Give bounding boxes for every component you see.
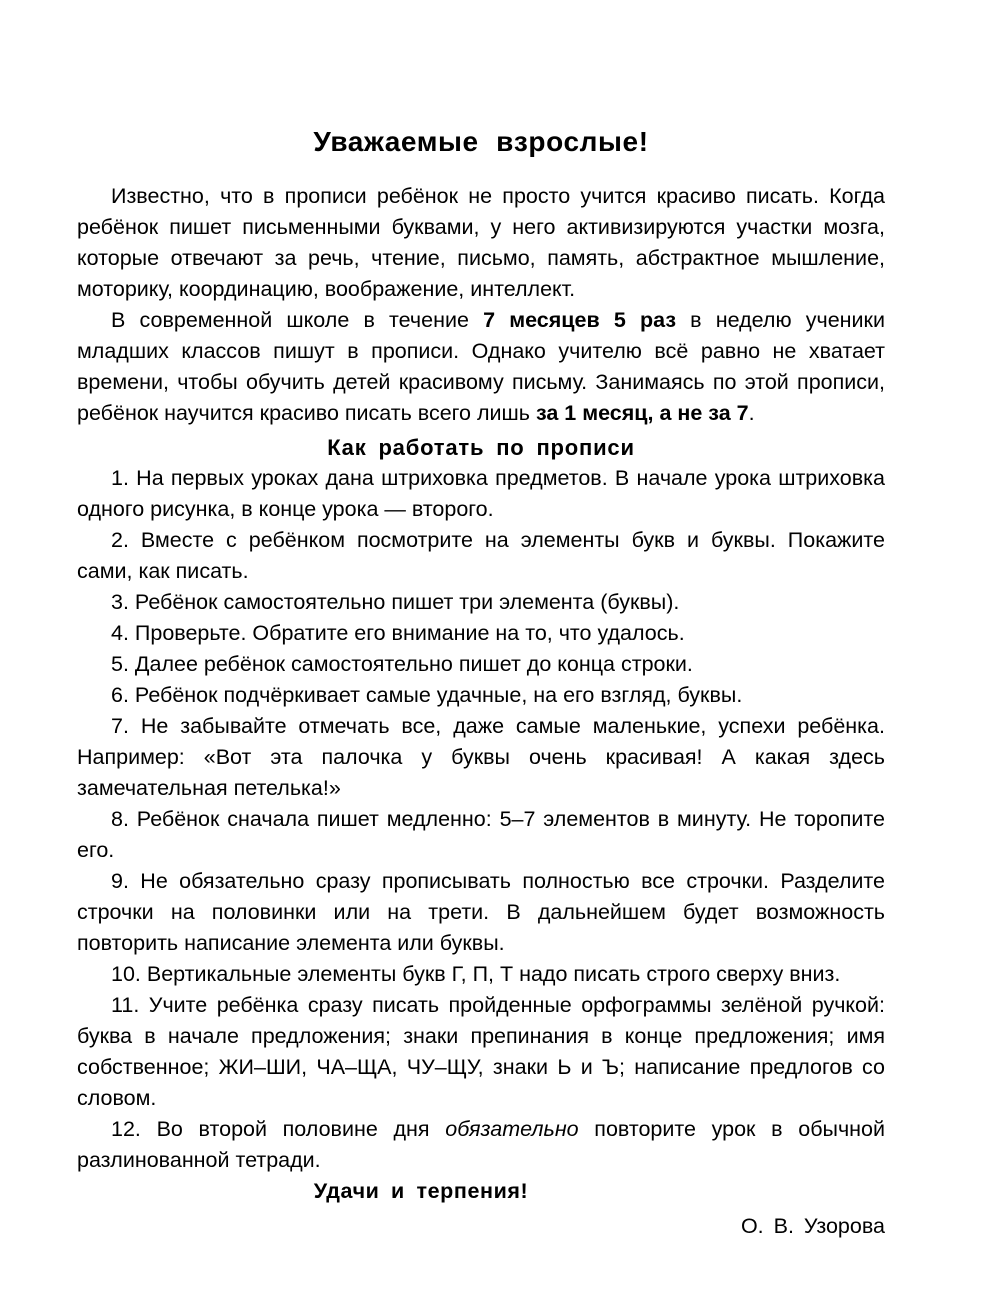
instruction-text: Учите ребёнка сразу писать пройденные орфограммы зелёной ручкой: буква в начале предложения; знаки препинания в конце предложения; имя собственное; ЖИ–ШИ, ЧА–ЩА, ЧУ–ЩУ, знаки Ь и Ъ; написание предлогов со словом. [77, 993, 885, 1110]
instruction-number: 5. [111, 652, 129, 676]
instruction-item [77, 649, 885, 680]
instruction-text-1: Во второй половине дня [156, 1117, 446, 1141]
instruction-item [77, 990, 885, 1114]
instruction-text: Вместе с ребёнком посмотрите на элементы букв и буквы. Покажите сами, как писать. [77, 528, 885, 583]
instruction-number: 2. [111, 528, 129, 552]
instruction-number: 8. [111, 807, 129, 831]
instruction-item [77, 804, 885, 866]
instruction-item [77, 618, 885, 649]
instruction-text: Проверьте. Обратите его внимание на то, что удалось. [134, 621, 685, 645]
intro-p2-text-3: . [748, 401, 755, 425]
instruction-item [77, 463, 885, 525]
instruction-space [129, 528, 141, 552]
instruction-text: Ребёнок сначала пишет медленно: 5–7 элементов в минуту. Не торопите его. [77, 807, 885, 862]
intro-p2-bold-1: 7 месяцев 5 раз [483, 308, 677, 332]
page-title: Уважаемые взрослые! [313, 126, 649, 157]
instruction-space [141, 1117, 157, 1141]
instruction-item [77, 587, 885, 618]
instruction-number: 11. [111, 993, 140, 1017]
intro-paragraph-2 [77, 305, 885, 429]
instruction-item [77, 1114, 885, 1176]
instruction-item [77, 525, 885, 587]
instruction-text-italic: обязательно [445, 1117, 579, 1141]
instruction-number: 10. [111, 962, 141, 986]
section-heading: Как работать по прописи [327, 435, 635, 460]
instruction-number: 1. [111, 466, 129, 490]
author-signature: О. В. Узорова [740, 1214, 885, 1238]
instruction-text: Вертикальные элементы букв Г, П, Т надо писать строго сверху вниз. [146, 962, 841, 986]
instruction-item [77, 711, 885, 804]
instruction-number: 12. [111, 1117, 141, 1141]
instruction-number: 7. [111, 714, 129, 738]
instruction-item [77, 866, 885, 959]
instruction-text: Не обязательно сразу прописывать полностью все строчки. Разделите строчки на половинки или на трети. В дальнейшем будет возможность повторить написание элемента или буквы. [77, 869, 885, 955]
instruction-number: 6. [111, 683, 129, 707]
intro-p2-text-2: в неделю ученики младших классов пишут в прописи. Однако учителю всё равно не хватает времени, чтобы обучить детей красивому письму. Занимаясь по этой прописи, ребёнок научится красиво писать всего лишь [77, 308, 885, 425]
instruction-space [129, 807, 137, 831]
instruction-number: 4. [111, 621, 129, 645]
intro-p2-bold-2: за 1 месяц, а не за 7 [535, 401, 749, 425]
instruction-item [77, 680, 885, 711]
intro-paragraph-1-text: Известно, что в прописи ребёнок не просто учится красиво писать. Когда ребёнок пишет письменными буквами, у него активизируются участки мозга, которые отвечают за речь, чтение, письмо, память, абстрактное мышление, моторику, координацию, воображение, интеллект. [77, 184, 885, 301]
instruction-space [129, 869, 140, 893]
instruction-number: 3. [111, 590, 129, 614]
instruction-space [129, 714, 141, 738]
instruction-item [77, 959, 885, 990]
instruction-text: Ребёнок подчёркивает самые удачные, на его взгляд, буквы. [134, 683, 743, 707]
instruction-text: Далее ребёнок самостоятельно пишет до конца строки. [134, 652, 693, 676]
instruction-text: Не забывайте отмечать все, даже самые маленькие, успехи ребёнка. Например: «Вот эта палочка у буквы очень красивая! А какая здесь замечательная петелька!» [77, 714, 885, 800]
instruction-text: На первых уроках дана штриховка предметов. В начале урока штриховка одного рисунка, в конце урока — второго. [77, 466, 885, 521]
closing-line: Удачи и терпения! [313, 1179, 529, 1203]
instruction-text: Ребёнок самостоятельно пишет три элемента (буквы). [134, 590, 680, 614]
intro-paragraph-1 [77, 181, 885, 305]
instruction-text-2: повторите урок в обычной разлинованной тетради. [77, 1117, 885, 1172]
instruction-space [139, 993, 148, 1017]
document-content [77, 0, 885, 1242]
instruction-number: 9. [111, 869, 129, 893]
intro-p2-text-1: В современной школе в течение [111, 308, 484, 332]
